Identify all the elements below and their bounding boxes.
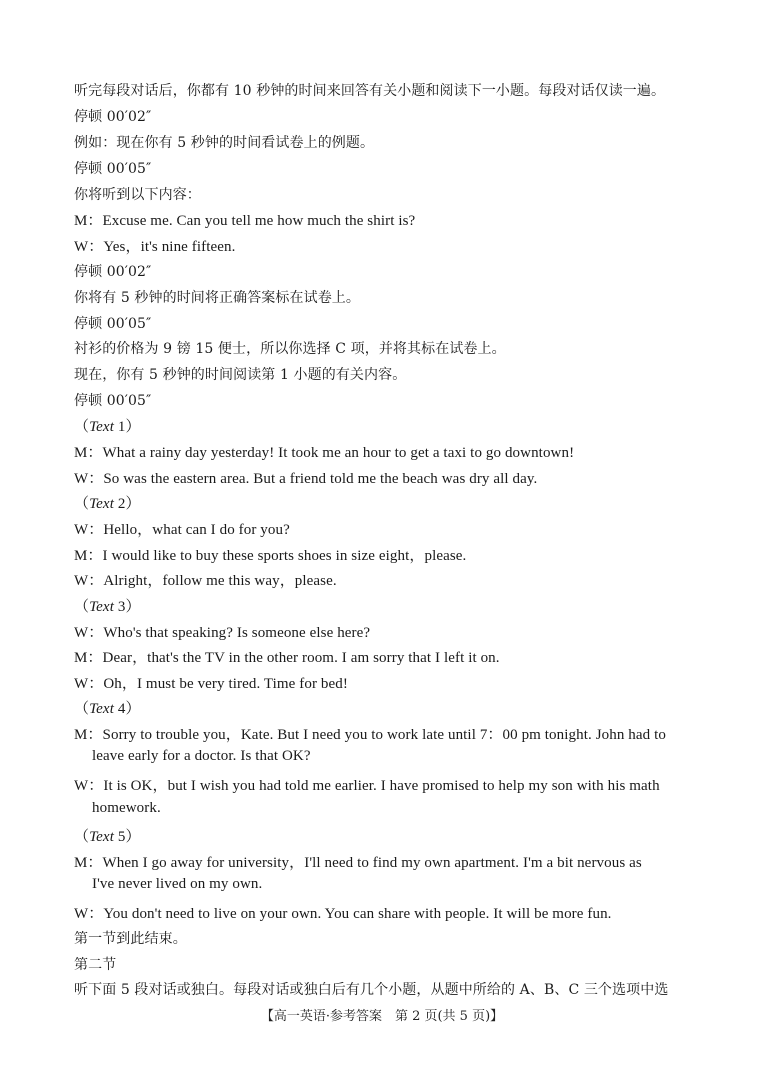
dialogue-line: M：What a rainy day yesterday! It took me an hour to get a taxi to go downtown! [74, 445, 575, 461]
text-3-label: （Text 3） [74, 599, 141, 615]
dialogue-continuation: I've never lived on my own. [92, 876, 263, 892]
text-4-label: （Text 4） [74, 701, 141, 717]
pause-line: 停顿 00′02″ [74, 264, 152, 280]
dialogue-line: W：Who's that speaking? Is someone else here? [74, 625, 371, 641]
instruction-line: 你将听到以下内容： [74, 187, 201, 203]
instruction-line: 听完每段对话后，你都有 10 秒钟的时间来回答有关小题和阅读下一小题。每段对话仅读一遍。 [74, 83, 666, 99]
instruction-line: 现在，你有 5 秒钟的时间阅读第 1 小题的有关内容。 [74, 367, 407, 383]
instruction-line: 你将有 5 秒钟的时间将正确答案标在试卷上。 [74, 290, 361, 306]
dialogue-line: M：Sorry to trouble you，Kate. But I need you to work late until 7：00 pm tonight. John had to [74, 727, 666, 743]
pause-line: 停顿 00′05″ [74, 393, 152, 409]
pause-line: 停顿 00′02″ [74, 109, 152, 125]
text-1-label: （Text 1） [74, 419, 141, 435]
pause-line: 停顿 00′05″ [74, 161, 152, 177]
dialogue-line: W：So was the eastern area. But a friend told me the beach was dry all day. [74, 471, 538, 487]
section-heading: 第二节 [74, 957, 117, 973]
dialogue-continuation: homework. [92, 800, 161, 816]
text-2-label: （Text 2） [74, 496, 141, 512]
dialogue-line: M：I would like to buy these sports shoes in size eight，please. [74, 548, 467, 564]
pause-line: 停顿 00′05″ [74, 316, 152, 332]
page-footer: 【高一英语·参考答案 第 2 页(共 5 页)】 [260, 1009, 504, 1024]
dialogue-line: W：Hello，what can I do for you? [74, 522, 290, 538]
dialogue-line: W：Alright，follow me this way，please. [74, 573, 337, 589]
example-line: 例如：现在你有 5 秒钟的时间看试卷上的例题。 [74, 135, 375, 151]
dialogue-line: W：Yes，it's nine fifteen. [74, 239, 236, 255]
instruction-line: 衬衫的价格为 9 镑 15 便士，所以你选择 C 项，并将其标在试卷上。 [74, 341, 506, 357]
section-end-line: 第一节到此结束。 [74, 931, 187, 947]
dialogue-line: M：Dear，that's the TV in the other room. I am sorry that I left it on. [74, 650, 500, 666]
text-5-label: （Text 5） [74, 829, 141, 845]
instruction-line: 听下面 5 段对话或独白。每段对话或独白后有几个小题，从题中所给的 A、B、C 三个选项中选 [74, 982, 669, 998]
dialogue-continuation: leave early for a doctor. Is that OK? [92, 748, 311, 764]
dialogue-line: W：Oh，I must be very tired. Time for bed! [74, 676, 348, 692]
dialogue-line: M：Excuse me. Can you tell me how much the shirt is? [74, 213, 416, 229]
dialogue-line: W：You don't need to live on your own. You can share with people. It will be more fun. [74, 906, 612, 922]
dialogue-line: M：When I go away for university，I'll need to find my own apartment. I'm a bit nervous as [74, 855, 642, 871]
dialogue-line: W：It is OK，but I wish you had told me earlier. I have promised to help my son with his math [74, 778, 660, 794]
